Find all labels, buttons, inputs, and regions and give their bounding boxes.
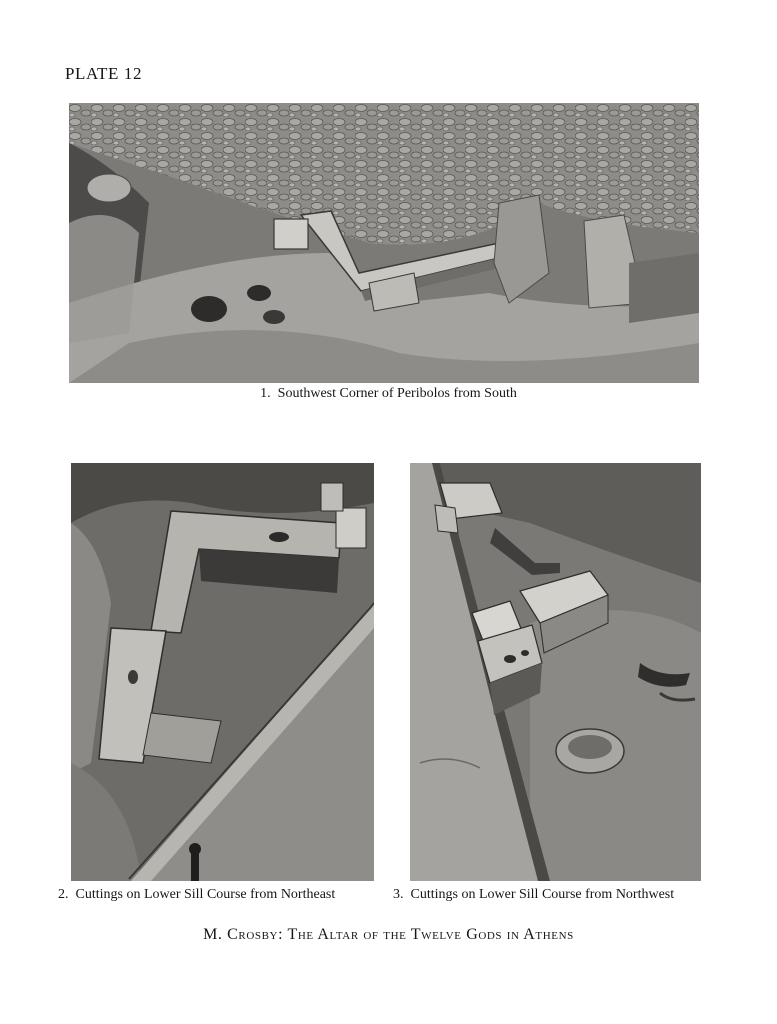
photo-southwest-corner xyxy=(69,103,699,383)
plate-credit: M. Crosby: The Altar of the Twelve Gods in Athens xyxy=(203,926,574,943)
caption-2-text: Cuttings on Lower Sill Course from Northeast xyxy=(75,887,336,902)
caption-2-number: 2. xyxy=(58,887,69,902)
photo-cuttings-northwest xyxy=(410,463,701,881)
plate-label: PLATE 12 xyxy=(65,64,143,83)
caption-3-text: Cuttings on Lower Sill Course from Northwest xyxy=(410,887,675,902)
photo-cuttings-northeast xyxy=(71,463,374,881)
caption-1-text: Southwest Corner of Peribolos from South xyxy=(277,386,517,401)
caption-figure-2 xyxy=(58,887,335,903)
caption-figure-3 xyxy=(393,887,674,903)
caption-3-number: 3. xyxy=(393,887,404,902)
caption-figure-1 xyxy=(0,386,777,402)
credit-title: The Altar of the Twelve Gods in Athens xyxy=(287,926,574,943)
credit-author: M. Crosby xyxy=(203,926,279,943)
caption-1-number: 1. xyxy=(260,386,271,401)
